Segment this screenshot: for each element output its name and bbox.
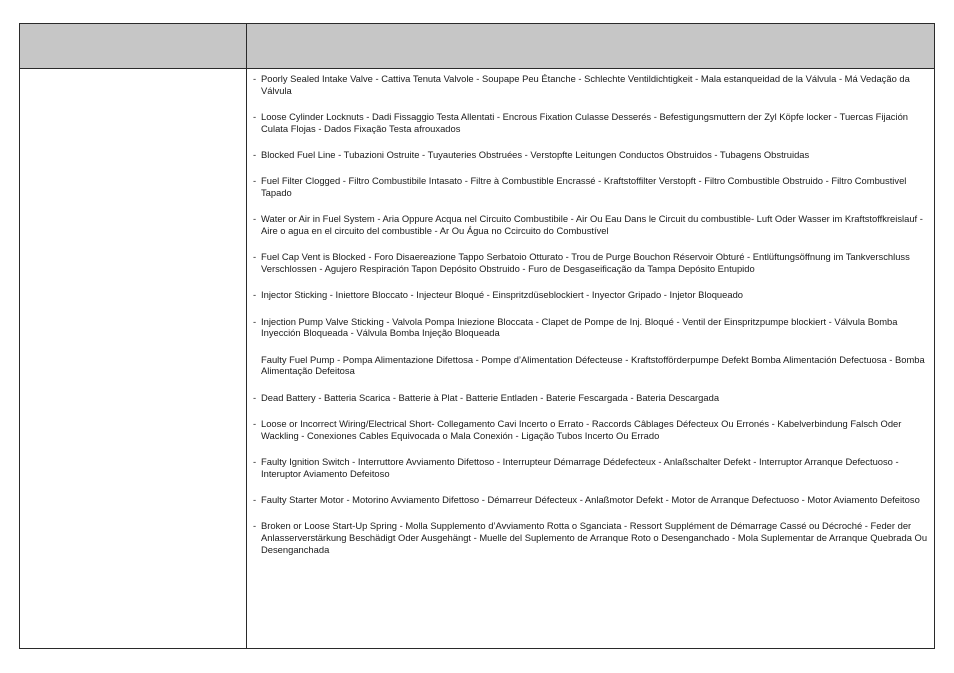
cause-text: Fuel Filter Clogged - Filtro Combustibile Intasato - Filtre à Combustible Encrassé - Kraftstoffilter Verstopft - Filtro Combustible Obstruido - Filtro Combustivel Tapado: [261, 175, 907, 198]
cause-text: Faulty Fuel Pump - Pompa Alimentazione Difettosa - Pompe d’Alimentation Défecteuse - Kraftstofförderpumpe Defekt Bomba Alimentación Defectuosa - Bomba Alimentação Defeitosa: [261, 353, 925, 377]
list-item: [253, 149, 929, 161]
cause-text: Water or Air in Fuel System - Aria Oppure Acqua nel Circuito Combustibile - Air Ou Eau Dans le Circuit du combustible- Luft Oder Wasser im Kraftstoffkreislauf - Aire o agua en el circuito del combustible - Ar Ou Água no Ccircuito do Combustível: [261, 213, 923, 236]
bullet-dash: -: [253, 213, 257, 225]
cause-text: Faulty Ignition Switch - Interruttore Avviamento Difettoso - Interrupteur Démarrage Dédefecteux - Anlaßschalter Defekt - Interruptor Arranque Defectuoso - Interuptor Aviamento Defeitoso: [261, 456, 899, 479]
table-header: [20, 24, 934, 69]
cause-text: Fuel Cap Vent is Blocked - Foro Disaereazione Tappo Serbatoio Otturato - Trou de Purge Bouchon Réservoir Obturé - Entlüftungsöffnung im Tankverschluss Verschlossen - Agujero Respiración Tapon Depósito Obstruido - Furo de Desgaseificação da Tampa Depósito Entupido: [261, 251, 910, 274]
list-item: [253, 251, 929, 274]
list-item: [253, 73, 929, 96]
bullet-dash: -: [253, 391, 257, 403]
list-item: [253, 456, 929, 479]
bullet-dash: -: [253, 148, 257, 160]
troubleshooting-table: [19, 23, 935, 649]
list-item: [253, 316, 929, 339]
bullet-dash: -: [253, 110, 257, 122]
cause-text: Broken or Loose Start-Up Spring - Molla Supplemento d’Avviamento Rotta o Sganciata - Ressort Supplément de Démarrage Cassé ou Décroché - Feder der Anlasserverstärkung Beschädigt Oder Ausgehängt - Muelle del Suplemento de Arranque Roto o Desenganchado - Mola Suplementar de Arranque Quebrada Ou Desenganchada: [261, 520, 928, 555]
cause-text: Injector Sticking - Iniettore Bloccato - Injecteur Bloqué - Einspritzdüseblockiert - Inyector Gripado - Injetor Bloqueado: [261, 289, 744, 301]
bullet-dash: -: [253, 315, 257, 327]
list-item: [253, 175, 929, 198]
list-item: [253, 520, 929, 555]
cause-text: Poorly Sealed Intake Valve - Cattiva Tenuta Valvole - Soupape Peu Étanche - Schlechte Ventildichtigkeit - Mala estanqueidad de la Válvula - Má Vedação da Válvula: [261, 73, 910, 96]
bullet-dash: -: [253, 456, 257, 468]
cause-text: Blocked Fuel Line - Tubazioni Ostruite - Tuyauteries Obstruées - Verstopfte Leitungen Conductos Obstruidos - Tubagens Obstruidas: [261, 148, 810, 160]
cause-list: [253, 73, 929, 570]
bullet-dash: -: [253, 520, 257, 532]
bullet-dash: -: [253, 289, 257, 301]
list-item: [253, 418, 929, 441]
cause-text: Dead Battery - Batteria Scarica - Batterie à Plat - Batterie Entladen - Baterie Fescargada - Bateria Descargada: [261, 391, 720, 403]
bullet-dash: -: [253, 251, 257, 263]
list-item: [253, 289, 929, 301]
list-item: [253, 111, 929, 134]
column-divider: [246, 24, 247, 648]
cause-text: Loose or Incorrect Wiring/Electrical Short- Collegamento Cavi Incerto o Errato - Raccords Câblages Défecteux Ou Erronés - Kabelverbindung Falsch Oder Wackling - Conexiones Cables Equivocada o Mala Conexión - Ligação Tubos Incerto Ou Errado: [261, 418, 902, 441]
bullet-dash: -: [253, 418, 257, 430]
list-item: [253, 494, 929, 506]
bullet-dash: -: [253, 175, 257, 187]
cause-text: Faulty Starter Motor - Motorino Avviamento Difettoso - Démarreur Défecteux - Anlaßmotor Defekt - Motor de Arranque Defectuoso - Motor Aviamento Defeitoso: [261, 494, 920, 506]
left-column-cell: [20, 69, 246, 648]
cause-text: Loose Cylinder Locknuts - Dadi Fissaggio Testa Allentati - Encrous Fixation Culasse Desserés - Befestigungsmuttern der Zyl Köpfe locker - Tuercas Fijación Culata Flojas - Dados Fixação Testa afrouxados: [261, 110, 908, 134]
cause-text: Injection Pump Valve Sticking - Valvola Pompa Iniezione Bloccata - Clapet de Pompe de Inj. Bloqué - Ventil der Einspritzpumpe blockiert - Válvula Bomba Inyección Bloqueada - Válvula Bomba Injeção Bloqueada: [261, 315, 898, 339]
list-item: [253, 392, 929, 404]
list-item: [253, 213, 929, 236]
list-item: [253, 354, 929, 377]
bullet-dash: -: [253, 73, 257, 84]
bullet-dash: -: [253, 494, 257, 506]
